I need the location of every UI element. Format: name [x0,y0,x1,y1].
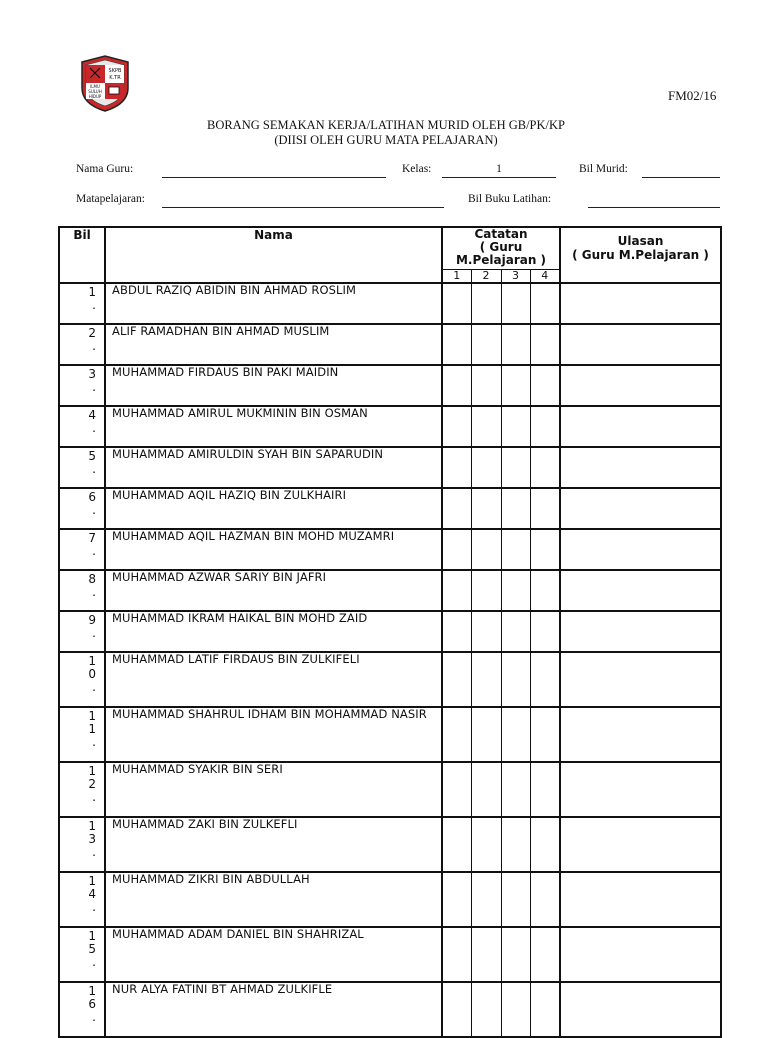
table-row [59,529,721,570]
check-cell-3[interactable] [501,324,530,365]
row-student-name: MUHAMMAD AZWAR SARIY BIN JAFRI [105,570,442,611]
ulasan-cell[interactable] [560,652,721,707]
header-check-3: 3 [501,269,530,283]
check-cell-4[interactable] [530,529,560,570]
bil-murid-label: Bil Murid: [579,163,628,175]
row-student-name: MUHAMMAD SHAHRUL IDHAM BIN MOHAMMAD NASIR [105,707,442,762]
row-bil-number: 8 . [59,570,105,611]
row-bil-number: 1 2 . [59,762,105,817]
check-cell-2[interactable] [471,488,501,529]
check-cell-3[interactable] [501,406,530,447]
check-cell-3[interactable] [501,611,530,652]
header-catatan-line1: Catatan [474,227,528,241]
nama-guru-field[interactable] [162,177,386,178]
check-cell-2[interactable] [471,652,501,707]
check-cell-1[interactable] [442,406,471,447]
check-cell-2[interactable] [471,611,501,652]
table-row [59,652,721,707]
check-cell-1[interactable] [442,570,471,611]
header-check-1: 1 [442,269,471,283]
row-bil-number: 7 . [59,529,105,570]
check-cell-4[interactable] [530,365,560,406]
check-cell-2[interactable] [471,982,501,1037]
check-cell-2[interactable] [471,447,501,488]
row-student-name: MUHAMMAD AMIRUL MUKMININ BIN OSMAN [105,406,442,447]
check-cell-3[interactable] [501,982,530,1037]
check-cell-2[interactable] [471,365,501,406]
row-student-name: MUHAMMAD ZIKRI BIN ABDULLAH [105,872,442,927]
row-bil-number: 1 . [59,283,105,324]
check-cell-4[interactable] [530,707,560,762]
bil-buku-latihan-label: Bil Buku Latihan: [468,193,552,205]
check-cell-3[interactable] [501,529,530,570]
form-subtitle: (DIISI OLEH GURU MATA PELAJARAN) [274,133,498,147]
check-cell-3[interactable] [501,283,530,324]
check-cell-4[interactable] [530,982,560,1037]
check-cell-2[interactable] [471,406,501,447]
row-bil-number: 1 3 . [59,817,105,872]
table-row [59,817,721,872]
row-bil-number: 1 5 . [59,927,105,982]
check-cell-2[interactable] [471,283,501,324]
ulasan-cell[interactable] [560,817,721,872]
check-cell-1[interactable] [442,817,471,872]
table-row [59,365,721,406]
row-student-name: MUHAMMAD AMIRULDIN SYAH BIN SAPARUDIN [105,447,442,488]
check-cell-2[interactable] [471,707,501,762]
ulasan-cell[interactable] [560,707,721,762]
table-row [59,324,721,365]
header-bil: Bil [59,227,105,283]
table-row [59,872,721,927]
check-cell-2[interactable] [471,927,501,982]
check-cell-1[interactable] [442,872,471,927]
ulasan-cell[interactable] [560,447,721,488]
check-cell-1[interactable] [442,927,471,982]
check-cell-4[interactable] [530,406,560,447]
kelas-label: Kelas: [402,163,432,175]
check-cell-4[interactable] [530,611,560,652]
bil-murid-field[interactable] [642,177,720,178]
row-bil-number: 1 1 . [59,707,105,762]
table-row [59,447,721,488]
logo-text-ktr: K.TR [109,75,121,81]
row-bil-number: 2 . [59,324,105,365]
check-cell-3[interactable] [501,365,530,406]
check-cell-4[interactable] [530,570,560,611]
check-cell-2[interactable] [471,762,501,817]
check-cell-1[interactable] [442,982,471,1037]
check-cell-1[interactable] [442,611,471,652]
row-student-name: MUHAMMAD IKRAM HAIKAL BIN MOHD ZAID [105,611,442,652]
check-cell-3[interactable] [501,570,530,611]
ulasan-cell[interactable] [560,406,721,447]
row-bil-number: 3 . [59,365,105,406]
check-cell-1[interactable] [442,707,471,762]
check-cell-3[interactable] [501,927,530,982]
row-bil-number: 1 0 . [59,652,105,707]
row-student-name: ALIF RAMADHAN BIN AHMAD MUSLIM [105,324,442,365]
row-bil-number: 1 6 . [59,982,105,1037]
header-ulasan-line1: Ulasan [617,234,664,248]
row-student-name: ABDUL RAZIQ ABIDIN BIN AHMAD ROSLIM [105,283,442,324]
check-cell-2[interactable] [471,324,501,365]
check-cell-3[interactable] [501,652,530,707]
table-row [59,762,721,817]
ulasan-cell[interactable] [560,570,721,611]
check-cell-1[interactable] [442,324,471,365]
form-code: FM02/16 [668,88,717,103]
check-cell-4[interactable] [530,927,560,982]
header-nama: Nama [105,227,442,283]
check-cell-3[interactable] [501,817,530,872]
header-catatan-line3: M.Pelajaran ) [455,253,547,267]
row-student-name: MUHAMMAD AQIL HAZMAN BIN MOHD MUZAMRI [105,529,442,570]
table-row [59,488,721,529]
ulasan-cell[interactable] [560,365,721,406]
header-check-4: 4 [530,269,560,283]
row-student-name: MUHAMMAD AQIL HAZIQ BIN ZULKHAIRI [105,488,442,529]
check-cell-1[interactable] [442,652,471,707]
row-student-name: MUHAMMAD SYAKIR BIN SERI [105,762,442,817]
table-row [59,611,721,652]
header-catatan-line2: ( Guru [479,240,523,254]
check-cell-1[interactable] [442,365,471,406]
ulasan-cell[interactable] [560,872,721,927]
logo-text-skpb: SKPB [108,68,122,74]
row-student-name: MUHAMMAD LATIF FIRDAUS BIN ZULKIFELI [105,652,442,707]
check-cell-1[interactable] [442,488,471,529]
check-cell-4[interactable] [530,762,560,817]
row-student-name: MUHAMMAD ZAKI BIN ZULKEFLI [105,817,442,872]
check-cell-1[interactable] [442,283,471,324]
student-checklist-table [58,226,722,1038]
check-cell-4[interactable] [530,324,560,365]
ulasan-cell[interactable] [560,324,721,365]
ulasan-cell[interactable] [560,762,721,817]
nama-guru-label: Nama Guru: [76,163,134,175]
matapelajaran-field[interactable] [162,207,444,208]
row-bil-number: 4 . [59,406,105,447]
check-cell-4[interactable] [530,652,560,707]
ulasan-cell[interactable] [560,927,721,982]
bil-buku-latihan-field[interactable] [588,207,720,208]
matapelajaran-label: Matapelajaran: [76,193,145,205]
check-cell-1[interactable] [442,447,471,488]
kelas-field[interactable] [442,177,556,178]
table-row [59,570,721,611]
table-row [59,707,721,762]
row-student-name: MUHAMMAD FIRDAUS BIN PAKI MAIDIN [105,365,442,406]
check-cell-4[interactable] [530,872,560,927]
kelas-value: 1 [496,163,502,175]
check-cell-2[interactable] [471,529,501,570]
table-row [59,283,721,324]
header-ulasan-line2: ( Guru M.Pelajaran ) [572,248,709,262]
check-cell-2[interactable] [471,872,501,927]
ulasan-cell[interactable] [560,611,721,652]
ulasan-cell[interactable] [560,529,721,570]
row-bil-number: 1 4 . [59,872,105,927]
header-check-2: 2 [471,269,501,283]
row-bil-number: 9 . [59,611,105,652]
row-bil-number: 5 . [59,447,105,488]
logo-text-hidup: HIDUP [88,94,102,99]
check-cell-3[interactable] [501,707,530,762]
row-student-name: NUR ALYA FATINI BT AHMAD ZULKIFLE [105,982,442,1037]
check-cell-4[interactable] [530,447,560,488]
form-title: BORANG SEMAKAN KERJA/LATIHAN MURID OLEH GB/PK/KP [206,118,565,132]
check-cell-4[interactable] [530,817,560,872]
logo-text-ilmu: ILMU [90,84,100,89]
logo-text-suluh: SULUH [88,89,102,94]
check-cell-4[interactable] [530,488,560,529]
ulasan-cell[interactable] [560,488,721,529]
header-catatan [442,227,560,269]
ulasan-cell[interactable] [560,283,721,324]
check-cell-2[interactable] [471,817,501,872]
check-cell-2[interactable] [471,570,501,611]
table-row [59,406,721,447]
row-student-name: MUHAMMAD ADAM DANIEL BIN SHAHRIZAL [105,927,442,982]
table-row [59,927,721,982]
row-bil-number: 6 . [59,488,105,529]
check-cell-4[interactable] [530,283,560,324]
check-cell-1[interactable] [442,529,471,570]
ulasan-cell[interactable] [560,982,721,1037]
school-crest-logo [76,54,134,112]
check-cell-3[interactable] [501,447,530,488]
check-cell-1[interactable] [442,762,471,817]
header-ulasan [560,227,721,283]
check-cell-3[interactable] [501,872,530,927]
check-cell-3[interactable] [501,488,530,529]
check-cell-3[interactable] [501,762,530,817]
table-row [59,982,721,1037]
